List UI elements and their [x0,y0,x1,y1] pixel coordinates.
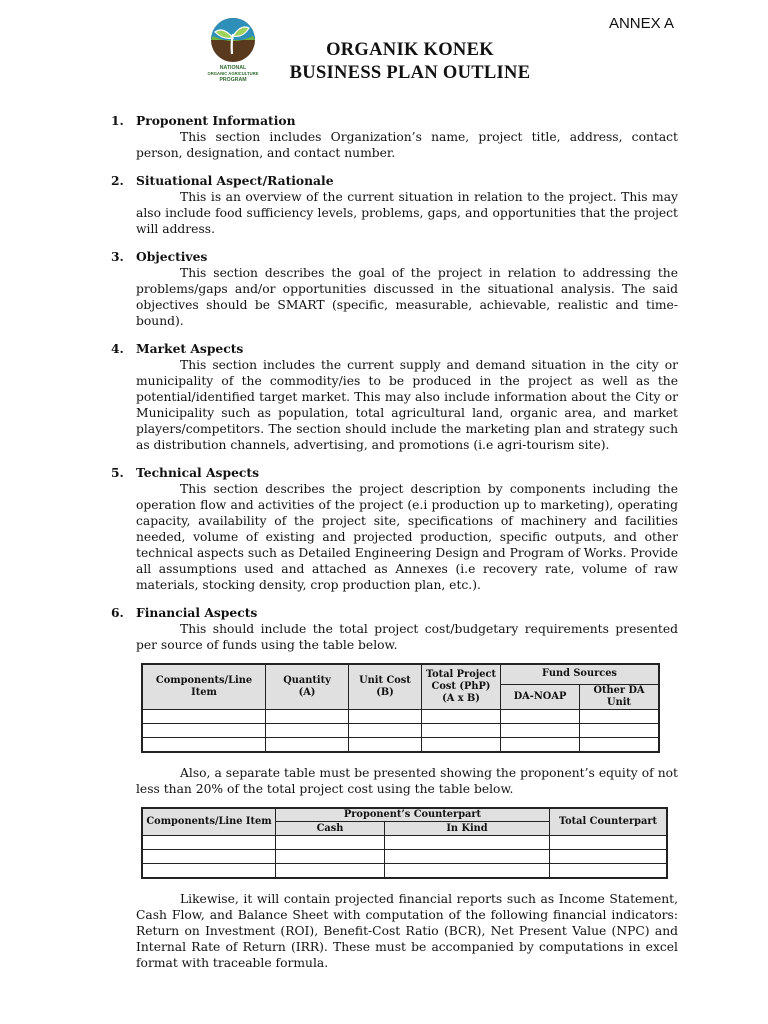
section-situational-aspect [111,173,678,237]
svg-text:ORGANIC AGRICULTURE: ORGANIC AGRICULTURE [207,71,259,76]
section-number: 4. [111,341,124,356]
section-number: 3. [111,249,124,264]
section-body: This section describes the goal of the project in relation to addressing the problems/gaps and/or opportunities discussed in the situational analysis. The said objectives should be SMART (specific, measurable, achievable, realistic and time-bound). [136,266,678,328]
section-financial-aspects [111,605,678,971]
section-market-aspects [111,341,678,453]
document-subtitle: BUSINESS PLAN OUTLINE [289,63,531,83]
document-title: ORGANIK KONEK [326,40,494,60]
section-body: This section includes the current supply and demand situation in the city or municipality of the commodity/ies to be produced in the project as well as the potential/identified target market. This may also include information about the City or Municipality such as population, total agricultural land, organic area, and market players/competitors. The section should include the marketing plan and strategy such as distribution channels, advertising, and promotions (i.e agri-tourism site). [136,358,678,452]
section-title: Technical Aspects [136,465,259,480]
section-body: This should include the total project cost/budgetary requirements presented per source of funds using the table below. [136,622,678,652]
section-title: Financial Aspects [136,605,258,620]
col-proponent-counterpart: Proponent’s Counterpart [276,808,550,822]
table-row [142,737,659,752]
svg-text:NATIONAL: NATIONAL [219,65,247,71]
section-number: 5. [111,465,124,480]
section-proponent-information [111,113,678,161]
col-da-noap: DA-NOAP [501,684,580,709]
table-row [142,723,659,737]
section-objectives [111,249,678,329]
col-quantity [266,664,349,709]
col-quantity-sub: (A) [298,686,316,698]
col-other-da-unit: Other DA Unit [580,684,660,709]
section-heading [111,465,678,481]
col-unit-cost-label: Unit Cost [359,674,411,686]
col-quantity-label: Quantity [283,674,331,686]
section-number: 2. [111,173,124,188]
section-technical-aspects [111,465,678,593]
table-row [142,864,667,879]
section-body: This section describes the project description by components including the operation flow and activities of the project (e.i production up to marketing), operating capacity, availability of the project site, specifications of machinery and facilities needed, volume of existing and projected production, specific outputs, and other technical aspects such as Detailed Engineering Design and Program of Works. Provide all assumptions used and attached as Annexes (i.e recovery rate, volume of raw materials, stocking density, crop production plan, etc.). [136,482,678,592]
col-total-label: Total Project [425,668,497,680]
section-title: Objectives [136,249,208,264]
section-number: 1. [111,113,124,128]
col-in-kind: In Kind [385,822,550,836]
section-heading [111,605,678,621]
col-total-sub: (A x B) [442,692,480,704]
col-total-label-2: Cost (PhP) [431,680,491,692]
col-components: Components/Line Item [142,808,276,836]
section-number: 6. [111,605,124,620]
fund-sources-table [141,663,660,753]
section-title: Market Aspects [136,341,244,356]
outline-content [111,113,678,983]
closing-paragraph: Likewise, it will contain projected financial reports such as Income Statement, Cash Flow, and Balance Sheet with computation of the following financial indicators: Return on Investment (ROI), Benefit-Cost Ratio (BCR), Net Present Value (NPC) and Internal Rate of Return (IRR). These must be accompanied by computations in excel format with traceable formula. [136,892,678,970]
table-row [142,709,659,723]
col-components: Components/Line Item [142,664,266,709]
col-total-project-cost [422,664,501,709]
equity-paragraph: Also, a separate table must be presented showing the proponent’s equity of not less than 20% of the total project cost using the table below. [136,765,678,796]
table-row [142,850,667,864]
section-heading [111,113,678,129]
table-row [142,836,667,850]
counterpart-table [141,807,668,880]
col-unit-cost [349,664,422,709]
section-heading [111,173,678,189]
svg-text:PROGRAM: PROGRAM [219,77,247,83]
section-heading [111,249,678,265]
annex-label: ANNEX A [608,15,674,32]
col-unit-cost-sub: (B) [376,686,394,698]
col-total-counterpart: Total Counterpart [550,808,668,836]
section-heading [111,341,678,357]
section-body: This is an overview of the current situation in relation to the project. This may also include food sufficiency levels, problems, gaps, and opportunities that the project will address. [136,190,678,236]
section-body: This section includes Organization’s name, project title, address, contact person, designation, and contact number. [136,130,678,160]
col-fund-sources: Fund Sources [501,664,660,684]
section-title: Situational Aspect/Rationale [136,173,334,188]
section-title: Proponent Information [136,113,296,128]
col-cash: Cash [276,822,385,836]
